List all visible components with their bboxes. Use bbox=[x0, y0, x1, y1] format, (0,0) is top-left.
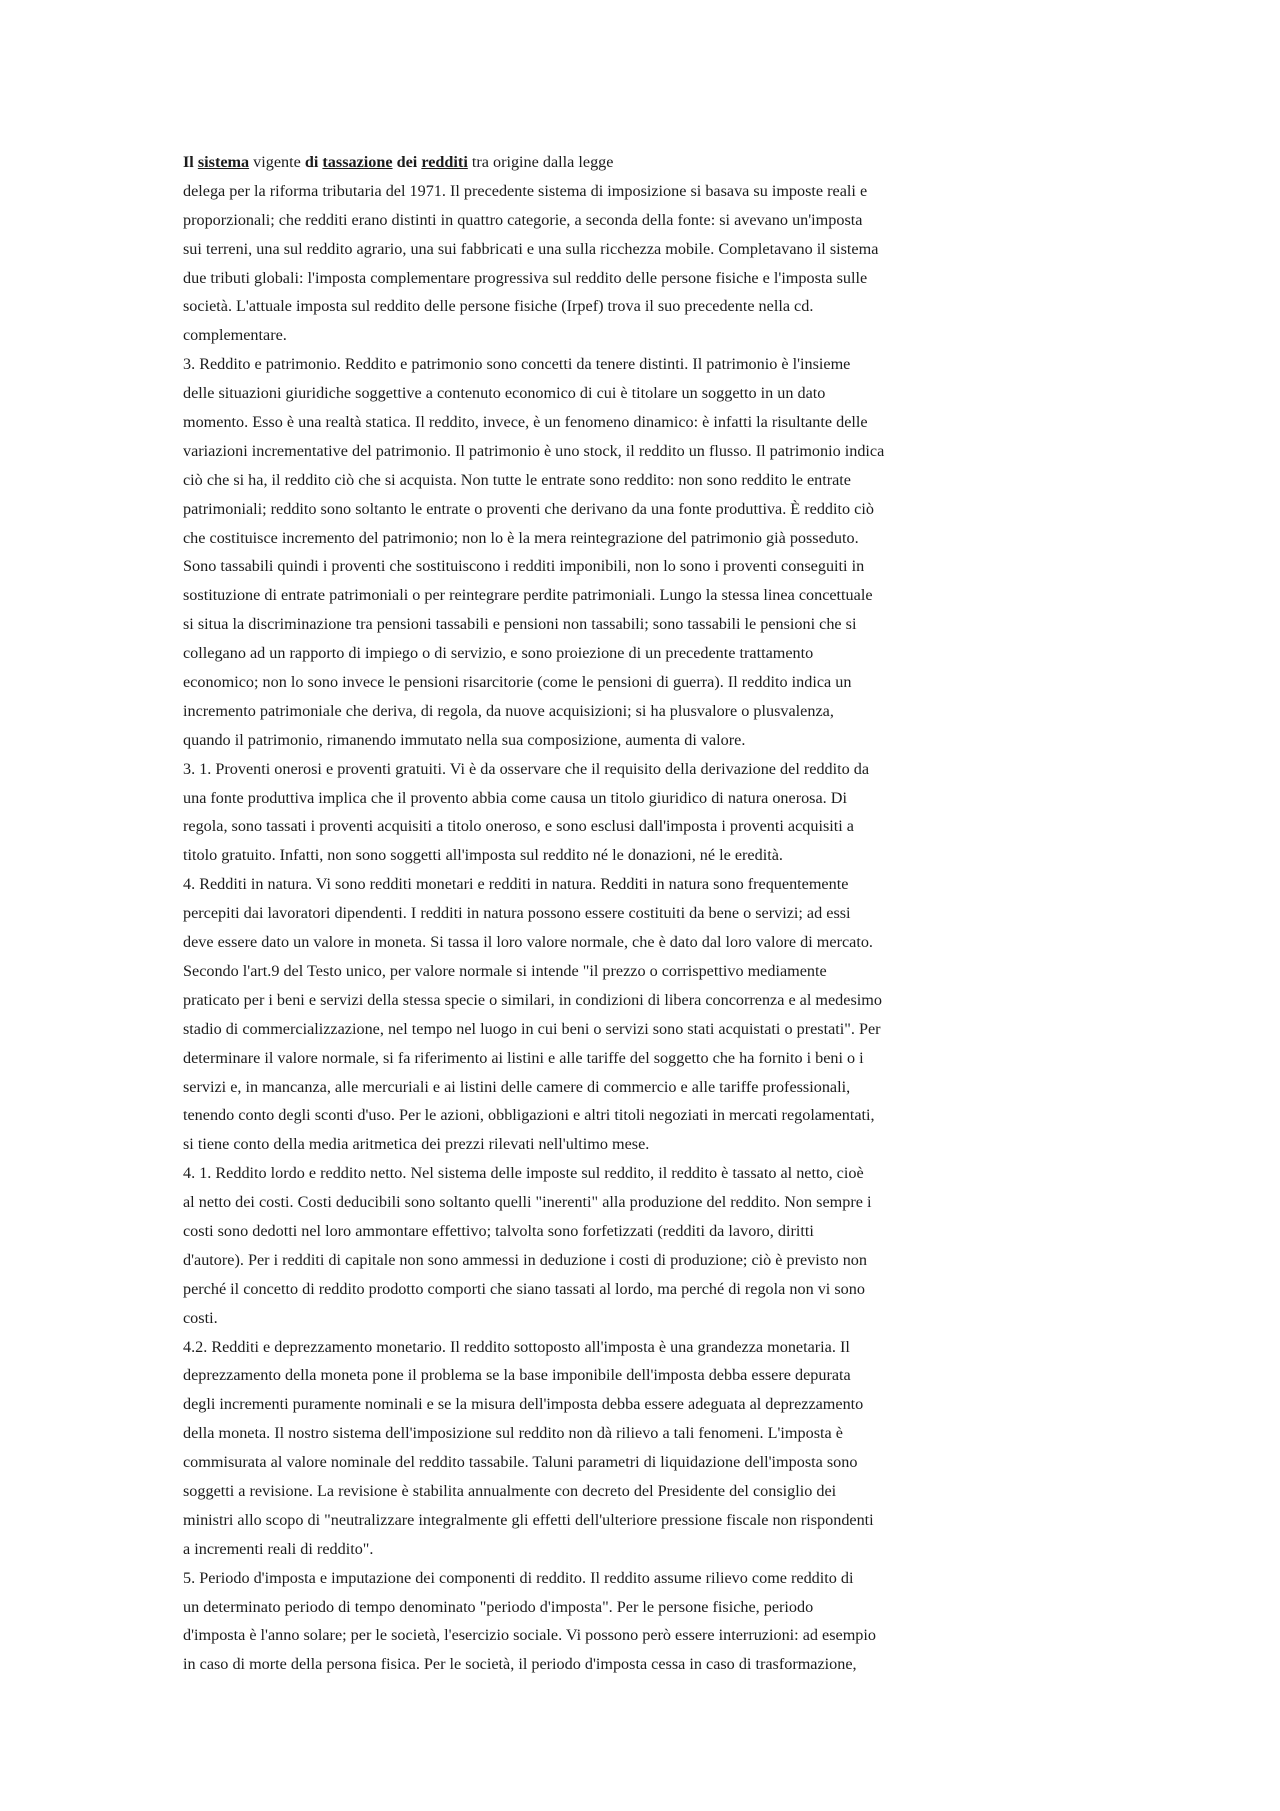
text-line: si tiene conto della media aritmetica dei prezzi rilevati nell'ultimo mese. bbox=[183, 1135, 650, 1154]
text-line: collegano ad un rapporto di impiego o di servizio, e sono proiezione di un precedente trattamento bbox=[183, 644, 814, 663]
text-line: 3. Reddito e patrimonio. Reddito e patrimonio sono concetti da tenere distinti. Il patrimonio è l'insieme bbox=[183, 355, 851, 374]
text-line: servizi e, in mancanza, alle mercuriali e ai listini delle camere di commercio e alle tariffe professionali, bbox=[183, 1077, 851, 1096]
text-line: percepiti dai lavoratori dipendenti. I redditi in natura possono essere costituiti da bene o servizi; ad essi bbox=[183, 904, 851, 923]
text-line: in caso di morte della persona fisica. Per le società, il periodo d'imposta cessa in caso di trasformazione, bbox=[183, 1655, 857, 1674]
text-line: delega per la riforma tributaria del 1971. Il precedente sistema di imposizione si basava su imposte reali e bbox=[183, 181, 868, 200]
text-line: della moneta. Il nostro sistema dell'imposizione sul reddito non dà rilievo a tali fenomeni. L'imposta è bbox=[183, 1424, 843, 1443]
word-il: Il bbox=[183, 153, 194, 171]
text-line: che costituisce incremento del patrimonio; non lo è la mera reintegrazione del patrimonio già posseduto. bbox=[183, 528, 859, 547]
text-line: praticato per i beni e servizi della stessa specie o similari, in condizioni di libera concorrenza e al medesimo bbox=[183, 990, 882, 1009]
text-line: degli incrementi puramente nominali e se la misura dell'imposta debba essere adeguata al deprezzamento bbox=[183, 1395, 864, 1414]
text-line: costi sono dedotti nel loro ammontare effettivo; talvolta sono forfetizzati (redditi da lavoro, diritti bbox=[183, 1221, 814, 1240]
text-line: Sono tassabili quindi i proventi che sostituiscono i redditi imponibili, non lo sono i proventi conseguiti in bbox=[183, 557, 865, 576]
link-tassazione[interactable]: tassazione bbox=[322, 153, 393, 171]
text-lines bbox=[183, 177, 963, 1679]
text-line: sostituzione di entrate patrimoniali o per reintegrare perdite patrimoniali. Lungo la stessa linea concettuale bbox=[183, 586, 873, 605]
text-line: due tributi globali: l'imposta complementare progressiva sul reddito delle persone fisiche e l'imposta sulle bbox=[183, 268, 868, 287]
text-line: 4.2. Redditi e deprezzamento monetario. Il reddito sottoposto all'imposta è una grandezza monetaria. Il bbox=[183, 1337, 850, 1356]
text-line: d'imposta è l'anno solare; per le società, l'esercizio sociale. Vi possono però essere interruzioni: ad esempio bbox=[183, 1626, 876, 1645]
text-line: 4. 1. Reddito lordo e reddito netto. Nel sistema delle imposte sul reddito, il reddito è tassato al netto, cioè bbox=[183, 1164, 864, 1183]
text-line: delle situazioni giuridiche soggettive a contenuto economico di cui è titolare un soggetto in un dato bbox=[183, 384, 826, 403]
word-dei: dei bbox=[396, 153, 418, 171]
text-line: 5. Periodo d'imposta e imputazione dei componenti di reddito. Il reddito assume rilievo come reddito di bbox=[183, 1568, 854, 1587]
text-line: ministri allo scopo di "neutralizzare integralmente gli effetti dell'ulteriore pressione fiscale non rispondenti bbox=[183, 1510, 874, 1529]
text-line: determinare il valore normale, si fa riferimento ai listini e alle tariffe del soggetto che ha fornito i beni o i bbox=[183, 1048, 864, 1067]
text-line: deve essere dato un valore in moneta. Si tassa il loro valore normale, che è dato dal loro valore di mercato. bbox=[183, 933, 873, 952]
text-line: complementare. bbox=[183, 326, 287, 345]
text-line: al netto dei costi. Costi deducibili sono soltanto quelli "inerenti" alla produzione del reddito. Non sempre i bbox=[183, 1193, 872, 1212]
text-line: proporzionali; che redditi erano distinti in quattro categorie, a seconda della fonte: si avevano un'imposta bbox=[183, 210, 863, 229]
text-line: titolo gratuito. Infatti, non sono soggetti all'imposta sul reddito né le donazioni, né le eredità. bbox=[183, 846, 783, 865]
text-line: a incrementi reali di reddito". bbox=[183, 1539, 374, 1558]
text-line: ciò che si ha, il reddito ciò che si acquista. Non tutte le entrate sono reddito: non sono reddito le entrate bbox=[183, 470, 851, 489]
first-line-rest: tra origine dalla legge bbox=[471, 153, 614, 171]
text-line: una fonte produttiva implica che il provento abbia come causa un titolo giuridico di natura onerosa. Di bbox=[183, 788, 847, 807]
text-line: un determinato periodo di tempo denominato "periodo d'imposta". Per le persone fisiche, periodo bbox=[183, 1597, 814, 1616]
text-line: patrimoniali; reddito sono soltanto le entrate o proventi che derivano da una fonte produttiva. È reddito ciò bbox=[183, 499, 874, 518]
text-line: 3. 1. Proventi onerosi e proventi gratuiti. Vi è da osservare che il requisito della derivazione del reddito da bbox=[183, 759, 870, 778]
text-line: regola, sono tassati i proventi acquisiti a titolo oneroso, e sono esclusi dall'imposta i proventi acquisiti a bbox=[183, 817, 854, 836]
link-sistema[interactable]: sistema bbox=[197, 153, 250, 171]
text-line: economico; non lo sono invece le pensioni risarcitorie (come le pensioni di guerra). Il reddito indica un bbox=[183, 673, 852, 692]
text-line: società. L'attuale imposta sul reddito delle persone fisiche (Irpef) trova il suo precedente nella cd. bbox=[183, 297, 814, 316]
text-line: costi. bbox=[183, 1308, 218, 1327]
text-line: quando il patrimonio, rimanendo immutato nella sua composizione, aumenta di valore. bbox=[183, 730, 746, 749]
text-line: perché il concetto di reddito prodotto comporti che siano tassati al lordo, ma perché di regola non vi sono bbox=[183, 1279, 865, 1298]
text-line: sui terreni, una sul reddito agrario, una sui fabbricati e una sulla ricchezza mobile. Completavano il sistema bbox=[183, 239, 879, 258]
text-line: Secondo l'art.9 del Testo unico, per valore normale si intende "il prezzo o corrispettivo mediamente bbox=[183, 961, 827, 980]
text-line: d'autore). Per i redditi di capitale non sono ammessi in deduzione i costi di produzione; ciò è previsto non bbox=[183, 1250, 867, 1269]
text-line: 4. Redditi in natura. Vi sono redditi monetari e redditi in natura. Redditi in natura sono frequentemente bbox=[183, 875, 849, 894]
word-di: di bbox=[304, 153, 319, 171]
text-line: soggetti a revisione. La revisione è stabilita annualmente con decreto del Presidente del consiglio dei bbox=[183, 1481, 837, 1500]
text-line: incremento patrimoniale che deriva, di regola, da nuove acquisizioni; si ha plusvalore o plusvalenza, bbox=[183, 701, 834, 720]
text-line: commisurata al valore nominale del reddito tassabile. Taluni parametri di liquidazione dell'imposta sono bbox=[183, 1453, 858, 1472]
text-line: stadio di commercializzazione, nel tempo nel luogo in cui beni o servizi sono stati acquistati o prestati". Per bbox=[183, 1019, 881, 1038]
first-line bbox=[183, 148, 963, 177]
document-body bbox=[183, 148, 963, 1679]
word-vigente: vigente bbox=[253, 153, 301, 171]
text-line: deprezzamento della moneta pone il problema se la base imponibile dell'imposta debba essere depurata bbox=[183, 1366, 851, 1385]
text-line: si situa la discriminazione tra pensioni tassabili e pensioni non tassabili; sono tassabili le pensioni che si bbox=[183, 615, 857, 634]
link-redditi[interactable]: redditi bbox=[421, 153, 468, 171]
text-line: tenendo conto degli sconti d'uso. Per le azioni, obbligazioni e altri titoli negoziati in mercati regolamentati, bbox=[183, 1106, 875, 1125]
text-line: variazioni incrementative del patrimonio. Il patrimonio è uno stock, il reddito un flusso. Il patrimonio indica bbox=[183, 441, 885, 460]
text-line: momento. Esso è una realtà statica. Il reddito, invece, è un fenomeno dinamico: è infatti la risultante delle bbox=[183, 413, 868, 432]
